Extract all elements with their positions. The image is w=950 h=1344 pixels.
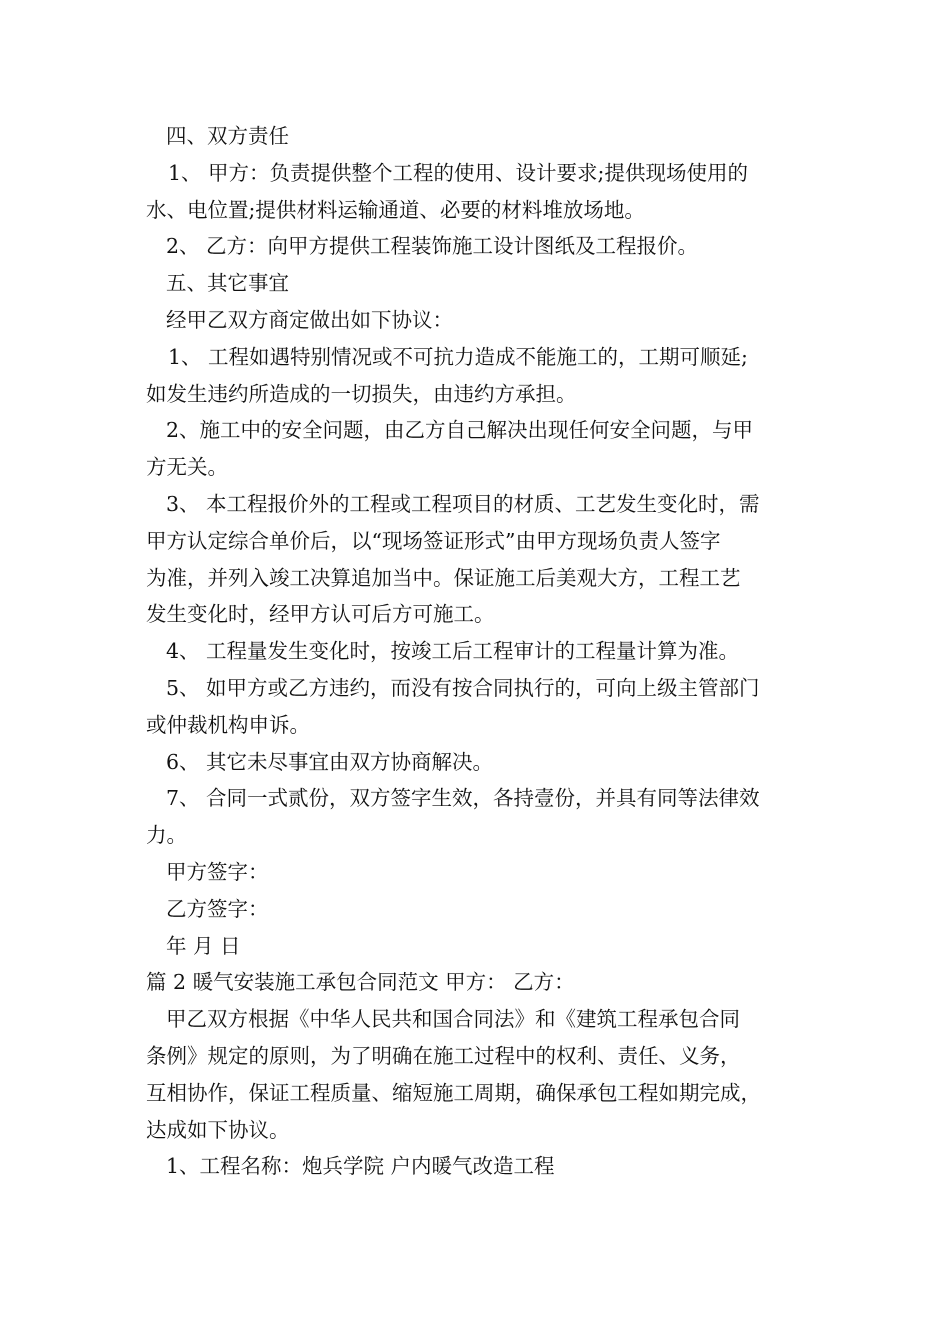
- paragraph-line: 为准，并列入竣工决算追加当中。保证施工后美观大方，工程工艺: [146, 565, 741, 590]
- paragraph: [146, 744, 816, 781]
- paragraph-line: 力。: [146, 823, 187, 848]
- paragraph-line: 1、工程名称：炮兵学院 户内暖气改造工程: [166, 1154, 555, 1179]
- paragraph-line: 2、 乙方：向甲方提供工程装饰施工设计图纸及工程报价。: [166, 234, 699, 259]
- paragraph-line: 五、其它事宜: [166, 271, 289, 296]
- paragraph: [146, 891, 816, 928]
- paragraph-line: 水、电位置;提供材料运输通道、必要的材料堆放场地。: [146, 197, 645, 222]
- paragraph: [146, 155, 816, 229]
- paragraph: [146, 633, 816, 670]
- paragraph: [146, 1001, 816, 1148]
- document-body: [146, 118, 816, 1185]
- paragraph: [146, 339, 816, 413]
- paragraph-line: 甲方签字：: [166, 859, 269, 884]
- paragraph-line: 7、 合同一式贰份，双方签字生效，各持壹份，并具有同等法律效: [166, 786, 760, 811]
- paragraph: [146, 854, 816, 891]
- paragraph-line: 篇 2 暖气安装施工承包合同范文 甲方： 乙方：: [146, 970, 575, 995]
- paragraph-line: 达成如下协议。: [146, 1117, 290, 1142]
- paragraph-line: 2、施工中的安全问题，由乙方自己解决出现任何安全问题，与甲: [166, 418, 754, 443]
- paragraph-line: 6、 其它未尽事宜由双方协商解决。: [166, 749, 494, 774]
- paragraph-line: 发生变化时，经甲方认可后方可施工。: [146, 602, 495, 627]
- paragraph-line: 四、双方责任: [166, 124, 289, 148]
- paragraph-line: 5、 如甲方或乙方违约，而没有按合同执行的，可向上级主管部门: [166, 675, 760, 700]
- paragraph-line: 如发生违约所造成的一切损失，由违约方承担。: [146, 381, 577, 406]
- paragraph-line: 乙方签字：: [166, 896, 269, 921]
- paragraph-line: 1、 工程如遇特别情况或不可抗力造成不能施工的，工期可顺延;: [168, 344, 748, 369]
- paragraph-line: 3、 本工程报价外的工程或工程项目的材质、工艺发生变化时，需: [166, 491, 760, 516]
- paragraph: [146, 486, 816, 633]
- paragraph: [146, 302, 816, 339]
- paragraph: [146, 265, 816, 302]
- paragraph-line: 经甲乙双方商定做出如下协议：: [166, 307, 453, 332]
- paragraph-line: 年 月 日: [166, 933, 241, 958]
- paragraph: [146, 228, 816, 265]
- paragraph-line: 甲乙双方根据《中华人民共和国合同法》和《建筑工程承包合同: [166, 1007, 740, 1032]
- paragraph-line: 条例》规定的原则，为了明确在施工过程中的权利、责任、义务，: [146, 1043, 741, 1068]
- paragraph-line: 1、 甲方：负责提供整个工程的使用、设计要求;提供现场使用的: [168, 160, 748, 185]
- paragraph: [146, 964, 816, 1001]
- paragraph: [146, 670, 816, 744]
- paragraph: [146, 780, 816, 854]
- paragraph: [146, 118, 816, 155]
- paragraph: [146, 928, 816, 965]
- paragraph-line: 4、 工程量发生变化时，按竣工后工程审计的工程量计算为准。: [166, 639, 740, 664]
- paragraph-line: 甲方认定综合单价后，以“现场签证形式”由甲方现场负责人签字: [146, 528, 721, 553]
- paragraph-line: 互相协作，保证工程质量、缩短施工周期，确保承包工程如期完成，: [146, 1080, 761, 1105]
- paragraph-line: 或仲裁机构申诉。: [146, 712, 310, 737]
- paragraph-line: 方无关。: [146, 455, 228, 480]
- paragraph: [146, 1148, 816, 1185]
- paragraph: [146, 412, 816, 486]
